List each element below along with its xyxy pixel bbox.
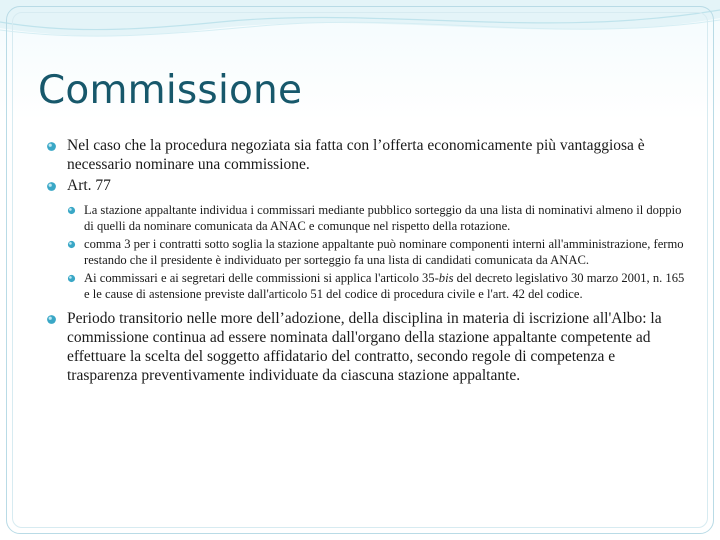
sub-list-item [67,271,686,302]
sub-bullet-text-italic: bis [438,271,454,286]
sub-list-item [67,237,686,268]
list-item [46,309,686,385]
list-item [46,176,686,303]
slide-title: Commissione [38,68,303,113]
bullet-dot-icon [67,206,76,215]
bullet-dot-icon [67,274,76,283]
bullet-list [46,136,686,385]
sub-bullet-text: La stazione appaltante individua i commissari mediante pubblico sorteggio da una lista di nominativi almeno il doppio di quelli da nominare comunicata da ANAC e comunque nel rispetto della rotazione. [84,203,682,233]
bullet-dot-icon [67,240,76,249]
sub-bullet-list [67,203,686,303]
bullet-dot-icon [46,181,57,192]
bullet-dot-icon [46,314,57,325]
bullet-dot-icon [46,141,57,152]
sub-bullet-text: comma 3 per i contratti sotto soglia la stazione appaltante può nominare componenti interni all'amministrazione, fermo restando che il presidente è individuato per sorteggio fa una lista di candidati comunicata da ANAC. [84,237,684,267]
slide-content [46,136,686,387]
bullet-text: Art. 77 [67,177,111,194]
sub-list-item [67,203,686,234]
bullet-text: Nel caso che la procedura negoziata sia fatta con l’offerta economicamente più vantaggiosa è necessario nominare una commissione. [67,137,645,173]
sub-bullet-text [84,271,684,301]
sub-bullet-text-part: del decreto legislativo 30 marzo 2001, n. 165 e le cause di astensione previste dall'articolo 51 del codice di procedura civile e l'art. 42 del codice. [84,271,685,301]
sub-bullet-text-part: Ai commissari e ai segretari delle commissioni si applica l'articolo 35- [84,271,439,286]
list-item [46,136,686,174]
bullet-text: Periodo transitorio nelle more dell’adozione, della disciplina in materia di iscrizione all'Albo: la commissione continua ad essere nominata dall'organo della stazione appaltante competente ad effettuare la scelta del soggetto affidatario del contratto, secondo regole di competenza e trasparenza preventivamente individuate da ciascuna stazione appaltante. [67,309,662,384]
